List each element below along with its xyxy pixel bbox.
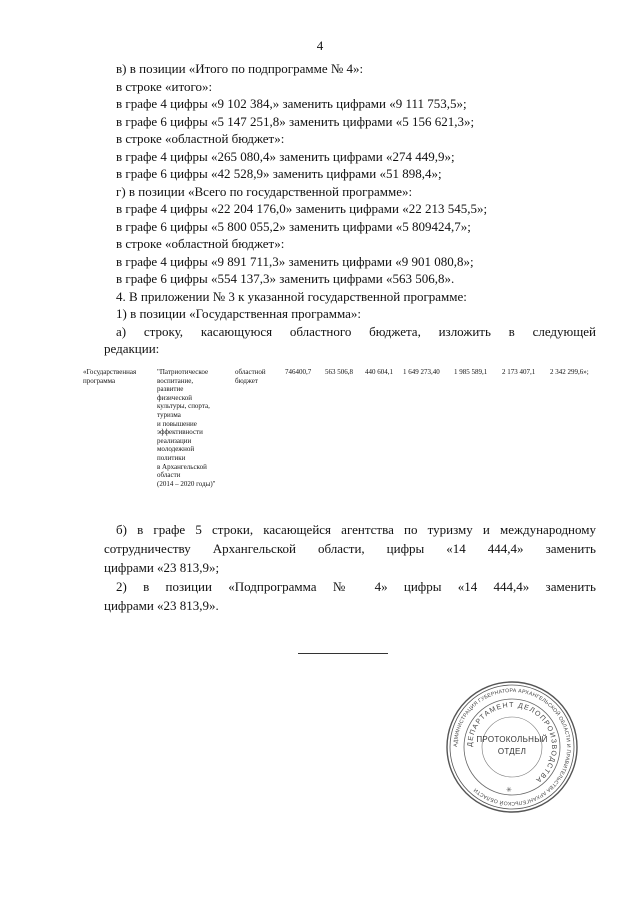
table-cell-value: 440 604,1 bbox=[365, 368, 393, 376]
table-cell-value: 746400,7 bbox=[285, 368, 312, 376]
body-line: цифрами «23 813,9»; bbox=[104, 560, 220, 575]
body-line: в графе 4 цифры «9 891 711,3» заменить цифрами «9 901 080,8»; bbox=[116, 253, 474, 269]
table-cell-value: 563 506,8 bbox=[325, 368, 353, 376]
separator-line bbox=[298, 653, 388, 654]
body-line: цифрами «23 813,9». bbox=[104, 598, 219, 613]
body-line: 1) в позиции «Государственная программа»: bbox=[116, 306, 362, 321]
table-cell-value: 1 985 589,1 bbox=[454, 368, 488, 376]
stamp-star-icon: ✳ bbox=[506, 786, 512, 794]
table-cell-value: 1 649 273,40 bbox=[403, 368, 440, 376]
table-cell-source: областной бюджет bbox=[235, 368, 266, 385]
body-line: в графе 6 цифры «554 137,3» заменить цифрами «563 506,8». bbox=[116, 271, 455, 286]
body-line: в графе 4 цифры «22 204 176,0» заменить цифрами «22 213 545,5»; bbox=[116, 201, 488, 216]
body-line: а) строку, касающуюся областного бюджета, изложить в следующей bbox=[116, 323, 596, 339]
body-line: в графе 6 цифры «5 147 251,8» заменить цифрами «5 156 621,3»; bbox=[116, 113, 475, 129]
table-cell-value: 2 173 407,1 bbox=[502, 368, 536, 376]
body-line: б) в графе 5 строки, касающейся агентства по туризму и международному bbox=[116, 522, 596, 537]
table-cell-name: "Патриотическое воспитание, развитие физической культуры, спорта, туризма и повышение эффективности реализации молодежной политики в Архангельской области (2014 – 2020 годы)" bbox=[157, 368, 216, 488]
inserted-table-row bbox=[83, 368, 606, 488]
table-cell-value: 2 342 299,6»; bbox=[550, 368, 589, 376]
body-line: в) в позиции «Итого по подпрограмме № 4»: bbox=[116, 61, 364, 76]
table-cell-program: «Государственная программа bbox=[83, 368, 137, 385]
body-line: сотрудничеству Архангельской области, цифры «14 444,4» заменить bbox=[104, 541, 596, 556]
body-line: в строке «областной бюджет»: bbox=[116, 236, 285, 251]
stamp-inner-ring-text: ДЕПАРТАМЕНТ ДЕЛОПРОИЗВОДСТВА bbox=[466, 701, 558, 784]
body-line: в графе 6 цифры «42 528,9» заменить цифрами «51 898,4»; bbox=[116, 166, 442, 181]
body-line: в строке «областной бюджет»: bbox=[116, 131, 285, 146]
stamp-seal bbox=[444, 679, 580, 815]
body-line: в графе 4 цифры «9 102 384,» заменить цифрами «9 111 753,5»; bbox=[116, 96, 467, 111]
body-line: г) в позиции «Всего по государственной программе»: bbox=[116, 183, 413, 199]
body-line: редакции: bbox=[104, 341, 160, 356]
body-line: 4. В приложении № 3 к указанной государственной программе: bbox=[116, 288, 467, 304]
body-line: в графе 4 цифры «265 080,4» заменить цифрами «274 449,9»; bbox=[116, 148, 455, 164]
stamp-center-line1: ПРОТОКОЛЬНЫЙ bbox=[476, 735, 548, 744]
body-text bbox=[104, 60, 596, 358]
body-line: в графе 6 цифры «5 800 055,2» заменить цифрами «5 809424,7»; bbox=[116, 218, 471, 234]
stamp-center-line2: ОТДЕЛ bbox=[497, 747, 527, 756]
closing-text bbox=[104, 520, 596, 615]
page-number: 4 bbox=[316, 38, 324, 53]
body-line: 2) в позиции «Подпрограмма № 4» цифры «14 444,4» заменить bbox=[116, 579, 596, 594]
body-line: в строке «итого»: bbox=[116, 78, 213, 94]
stamp-ring-text: АДМИНИСТРАЦИЯ ГУБЕРНАТОРА АРХАНГЕЛЬСКОЙ ОБЛАСТИ И ПРАВИТЕЛЬСТВА АРХАНГЕЛЬСКОЙ ОБЛАСТИ bbox=[452, 687, 572, 807]
